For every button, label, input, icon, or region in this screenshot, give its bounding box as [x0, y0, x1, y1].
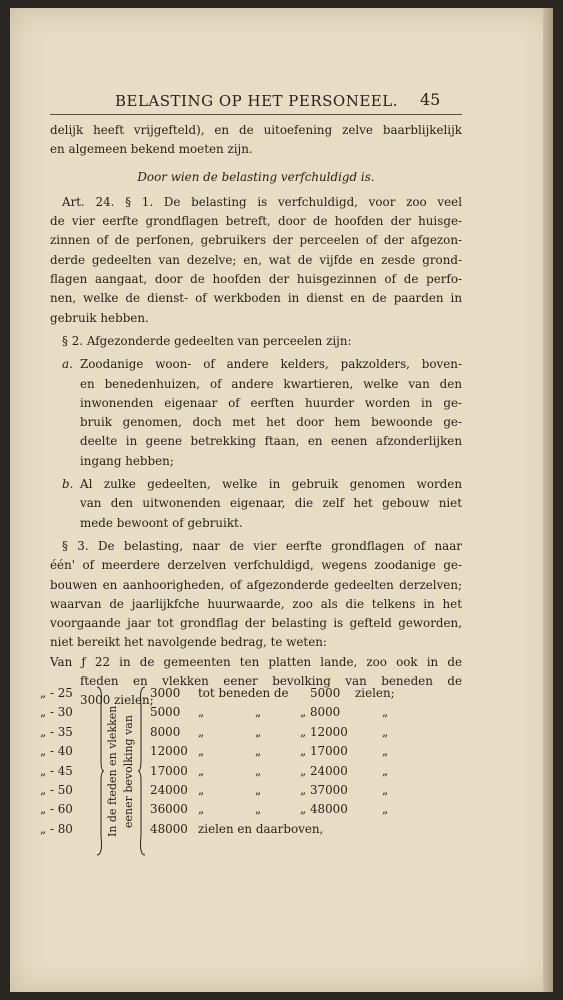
text-line: § 3. De belasting, naar de vier eerfte grondflagen of naar [62, 538, 462, 553]
text-line: Al zulke gedeelten, welke in gebruik genomen worden [80, 477, 462, 492]
amount-cell: „ - 50 [40, 782, 73, 797]
population-column [150, 684, 460, 839]
vertical-label: eener bevolking van [122, 715, 135, 828]
amount-column [40, 684, 95, 839]
text-line: en algemeen bekend moeten zijn. [50, 142, 253, 157]
population-tax-table [40, 684, 460, 859]
page-edge [543, 8, 553, 992]
vertical-label: In de fteden en vlekken [106, 705, 119, 838]
text-line: bruik genomen, doch met het door hem bewoonde ge- [80, 415, 462, 430]
amount-cell: „ - 25 [40, 686, 73, 700]
text-line: gebruik hebben. [50, 310, 149, 325]
table-row: 17000 „ „ „ 24000 „ [150, 763, 389, 778]
text-line: nen, welke de dienst- of werkboden in dienst en de paarden in [50, 291, 462, 306]
text-line: delijk heeft vrijgefteld), en de uitoefening zelve baarblijkelijk [50, 123, 462, 137]
amount-cell: „ - 30 [40, 705, 73, 720]
text-line: voorgaande jaar tot grondflag der belasting is gefteld geworden, [50, 616, 462, 631]
section-heading: Door wien de belasting verfchuldigd is. [137, 169, 375, 184]
list-item-b [50, 475, 462, 494]
text-line: fteden en vlekken eener bevolking van beneden de [80, 674, 462, 689]
left-brace [138, 686, 146, 856]
table-row: 24000 „ „ „ 37000 „ [150, 782, 389, 797]
list-item-a [50, 355, 462, 374]
text-line: Zoodanige woon- of andere kelders, pakzolders, boven- [80, 357, 462, 372]
text-line: één' of meerdere derzelven verfchuldigd, wegens zoodanige ge- [50, 558, 462, 573]
text-line: deelte in geene betrekking ftaan, en eenen afzonderlijken [80, 434, 462, 449]
table-row: 48000 zielen en daarboven, [150, 821, 324, 836]
running-title: BELASTING OP HET PERSONEEL. [115, 92, 398, 110]
amount-cell: „ - 80 [40, 821, 73, 836]
table-row: 5000 „ „ „ 8000 „ [150, 705, 389, 720]
body-text [50, 121, 462, 711]
page-number: 45 [420, 90, 441, 109]
text-line: derde gedeelten van dezelve; en, wat de vijfde en zesde grond- [50, 252, 462, 267]
text-line: inwonenden eigenaar of eerften huurder worden in ge- [80, 395, 462, 410]
amount-cell: „ - 40 [40, 744, 73, 759]
text-line: mede bewoont of gebruikt. [80, 515, 243, 530]
amount-cell: „ - 45 [40, 763, 73, 778]
text-line: flagen aangaat, door de hoofden der huisgezinnen of de perfo- [50, 272, 462, 287]
item-label: b. [62, 477, 74, 492]
text-line: § 2. Afgezonderde gedeelten van perceelen zijn: [62, 333, 352, 348]
text-line: waarvan de jaarlijkfche huurwaarde, zoo als die telkens in het [50, 596, 462, 611]
table-row: 12000 „ „ „ 17000 „ [150, 744, 389, 759]
book-page [10, 8, 553, 992]
text-line: niet bereikt het navolgende bedrag, te weten: [50, 635, 327, 650]
text-line: Art. 24. § 1. De belasting is verfchuldigd, voor zoo veel [62, 194, 462, 209]
table-row: 8000 „ „ „ 12000 „ [150, 724, 389, 739]
text-line: bouwen en aanhoorigheden, of afgezonderde gedeelten derzelven; [50, 577, 462, 592]
text-line: van den uitwonenden eigenaar, die zelf het gebouw niet [80, 496, 462, 511]
text-line: de vier eerfte grondflagen betreft, door de hoofden der huisge- [50, 214, 462, 229]
item-label: a. [62, 357, 73, 372]
text-line: zinnen of de perfonen, gebruikers der perceelen of der afgezon- [50, 233, 462, 248]
table-row: 36000 „ „ „ 48000 „ [150, 802, 389, 817]
text-line: Van ƒ 22 in de gemeenten ten platten lande, zoo ook in de [50, 654, 462, 669]
text-line: ingang hebben; [80, 453, 174, 468]
amount-cell: „ - 60 [40, 802, 73, 817]
table-row: 3000 tot beneden de 5000 zielen; [150, 686, 395, 700]
amount-cell: „ - 35 [40, 724, 73, 739]
header-rule [50, 114, 462, 115]
text-line: en benedenhuizen, of andere kwartieren, welke van den [80, 376, 462, 391]
text-line: 3000 zielen; [80, 693, 154, 708]
right-brace [96, 686, 104, 856]
